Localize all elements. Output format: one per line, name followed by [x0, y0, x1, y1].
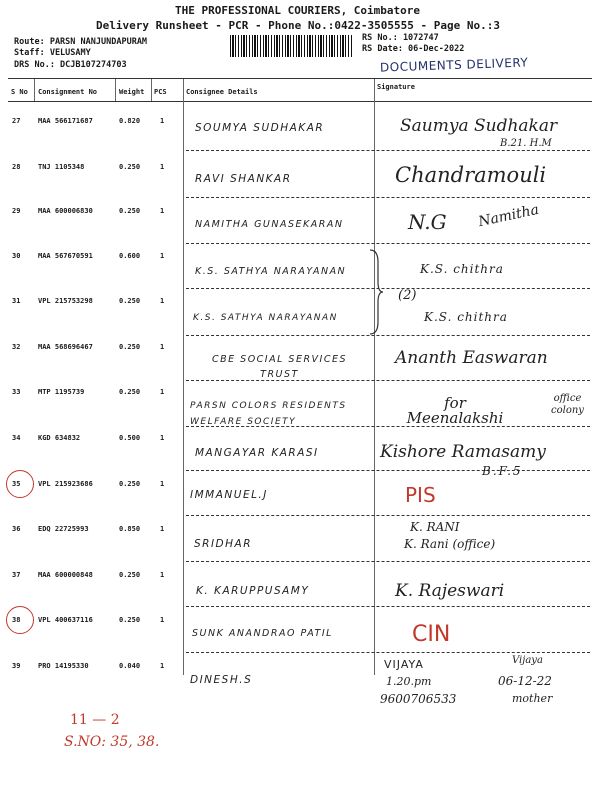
row-consignment: MAA 568696467	[38, 343, 93, 351]
row-consignment: VPL 400637116	[38, 616, 93, 624]
row-rule	[186, 470, 590, 471]
consignee-name: NAMITHA GUNASEKARAN	[195, 219, 344, 230]
signature-note: 1.20.pm	[386, 675, 432, 688]
row-weight: 0.250	[119, 297, 141, 305]
row-sno: 39	[12, 662, 21, 670]
row-consignment: MAA 566171687	[38, 117, 93, 125]
row-pcs: 1	[160, 117, 165, 125]
row-consignment: MTP 1195739	[38, 388, 85, 396]
header-bottom-rule	[8, 101, 592, 102]
row-sno: 33	[12, 388, 21, 396]
runsheet-subtitle: Delivery Runsheet - PCR - Phone No.:0422-3505555 - Page No.:3	[96, 19, 500, 32]
col-divider	[151, 79, 152, 101]
sno-note: S.NO: 35, 38.	[64, 734, 160, 750]
route-label: Route: PARSN NANJUNDAPURAM	[14, 37, 148, 47]
circle-mark	[6, 606, 34, 634]
row-consignment: VPL 215753298	[38, 297, 93, 305]
signature-note: 06-12-22	[498, 674, 552, 688]
row-pcs: 1	[160, 297, 165, 305]
row-sno: 31	[12, 297, 21, 305]
row-pcs: 1	[160, 616, 165, 624]
col-sno: S No	[11, 88, 28, 96]
row-weight: 0.850	[119, 525, 141, 533]
row-pcs: 1	[160, 163, 165, 171]
documents-delivery-stamp: DOCUMENTS DELIVERY	[379, 55, 529, 75]
row-weight: 0.250	[119, 616, 141, 624]
signature-note: mother	[512, 692, 553, 705]
signature: VIJAYA	[384, 658, 424, 671]
consignee-name: SRIDHAR	[194, 538, 253, 550]
signature: for Meenalakshi	[406, 394, 504, 427]
consignee-name: IMMANUEL.J	[190, 489, 268, 501]
signature-note: office colony	[551, 393, 584, 416]
consignee-name: SUNK ANANDRAO PATIL	[192, 628, 333, 639]
row-consignment: PRO 14195330	[38, 662, 89, 670]
col-divider	[374, 79, 375, 675]
consignee-name: PARSN COLORS RESIDENTS WELFARE SOCIETY	[190, 401, 347, 427]
signature-note: B.21. H.M	[500, 138, 552, 149]
consignee-name: RAVI SHANKAR	[195, 173, 292, 185]
row-sno: 27	[12, 117, 21, 125]
col-signature: Signature	[377, 83, 415, 91]
col-divider	[183, 79, 184, 675]
row-consignment: TNJ 1105348	[38, 163, 85, 171]
row-weight: 0.600	[119, 252, 141, 260]
row-pcs: 1	[160, 525, 165, 533]
signature: Ananth Easwaran	[395, 348, 548, 368]
signature: K. Rajeswari	[395, 581, 505, 601]
row-sno: 29	[12, 207, 21, 215]
row-pcs: 1	[160, 207, 165, 215]
row-pcs: 1	[160, 480, 165, 488]
signature: PIS	[405, 483, 436, 507]
row-weight: 0.040	[119, 662, 141, 670]
row-weight: 0.250	[119, 388, 141, 396]
signature: CIN	[412, 622, 451, 647]
barcode	[230, 35, 353, 57]
row-consignment: MAA 567670591	[38, 252, 93, 260]
signature: K.S. chithra	[420, 262, 504, 276]
row-consignment: MAA 600000848	[38, 571, 93, 579]
row-pcs: 1	[160, 343, 165, 351]
signature: N.G	[408, 210, 447, 234]
row-sno: 35	[12, 480, 21, 488]
row-pcs: 1	[160, 434, 165, 442]
tally-note: 11 — 2	[70, 712, 120, 728]
row-pcs: 1	[160, 252, 165, 260]
row-consignment: MAA 600006830	[38, 207, 93, 215]
row-rule	[186, 606, 590, 607]
signature-note: B.F.5	[482, 464, 523, 478]
row-consignment: VPL 215923686	[38, 480, 93, 488]
row-weight: 0.250	[119, 163, 141, 171]
col-divider	[115, 79, 116, 101]
signature: Saumya Sudhakar	[400, 116, 558, 136]
signature-note: Vijaya	[512, 655, 543, 666]
signature-note: Namitha	[477, 201, 541, 231]
row-weight: 0.250	[119, 207, 141, 215]
row-rule	[186, 197, 590, 198]
col-consignee: Consignee Details	[186, 88, 258, 96]
row-sno: 36	[12, 525, 21, 533]
row-sno: 38	[12, 616, 21, 624]
row-weight: 0.250	[119, 343, 141, 351]
row-consignment: KGD 634832	[38, 434, 81, 442]
row-weight: 0.820	[119, 117, 141, 125]
consignee-name: K.S. SATHYA NARAYANAN	[195, 266, 347, 277]
row-consignment: EDQ 22725993	[38, 525, 89, 533]
col-weight: Weight	[119, 88, 145, 96]
consignee-name: CBE SOCIAL SERVICES TRUST	[211, 354, 348, 380]
row-rule	[186, 335, 590, 336]
signature-note: (2)	[398, 288, 417, 303]
circle-mark	[6, 470, 34, 498]
row-weight: 0.500	[119, 434, 141, 442]
row-pcs: 1	[160, 388, 165, 396]
consignee-name: K.S. SATHYA NARAYANAN	[193, 313, 338, 323]
row-weight: 0.250	[119, 480, 141, 488]
signature-note: 9600706533	[380, 692, 457, 706]
row-rule	[186, 561, 590, 562]
consignee-name: SOUMYA SUDHAKAR	[195, 122, 325, 134]
signature-note: K. Rani (office)	[404, 537, 496, 551]
signature: K.S. chithra	[424, 310, 508, 324]
bracket-mark	[368, 248, 384, 336]
row-rule	[186, 515, 590, 516]
row-rule	[186, 150, 590, 151]
row-sno: 37	[12, 571, 21, 579]
signature: K. RANI	[410, 520, 460, 534]
col-divider	[34, 79, 35, 101]
rs-number: RS No.: 1072747	[362, 33, 439, 43]
col-pcs: PCS	[154, 88, 167, 96]
staff-label: Staff: VELUSAMY	[14, 48, 91, 58]
signature: Kishore Ramasamy	[380, 442, 546, 462]
row-sno: 32	[12, 343, 21, 351]
row-pcs: 1	[160, 662, 165, 670]
row-sno: 34	[12, 434, 21, 442]
row-rule	[186, 288, 590, 289]
rs-date: RS Date: 06-Dec-2022	[362, 44, 465, 54]
row-sno: 28	[12, 163, 21, 171]
signature: Chandramouli	[395, 163, 547, 187]
row-rule	[186, 243, 590, 244]
company-title: THE PROFESSIONAL COURIERS, Coimbatore	[175, 4, 421, 17]
consignee-name: DINESH.S	[190, 674, 253, 686]
header-top-rule	[8, 78, 592, 79]
consignee-name: MANGAYAR KARASI	[195, 447, 319, 459]
row-rule	[186, 652, 590, 653]
row-weight: 0.250	[119, 571, 141, 579]
consignee-name: K. KARUPPUSAMY	[196, 585, 310, 597]
row-pcs: 1	[160, 571, 165, 579]
col-consignment: Consignment No	[38, 88, 98, 96]
row-sno: 30	[12, 252, 21, 260]
drs-number: DRS No.: DCJB107274703	[14, 60, 127, 70]
